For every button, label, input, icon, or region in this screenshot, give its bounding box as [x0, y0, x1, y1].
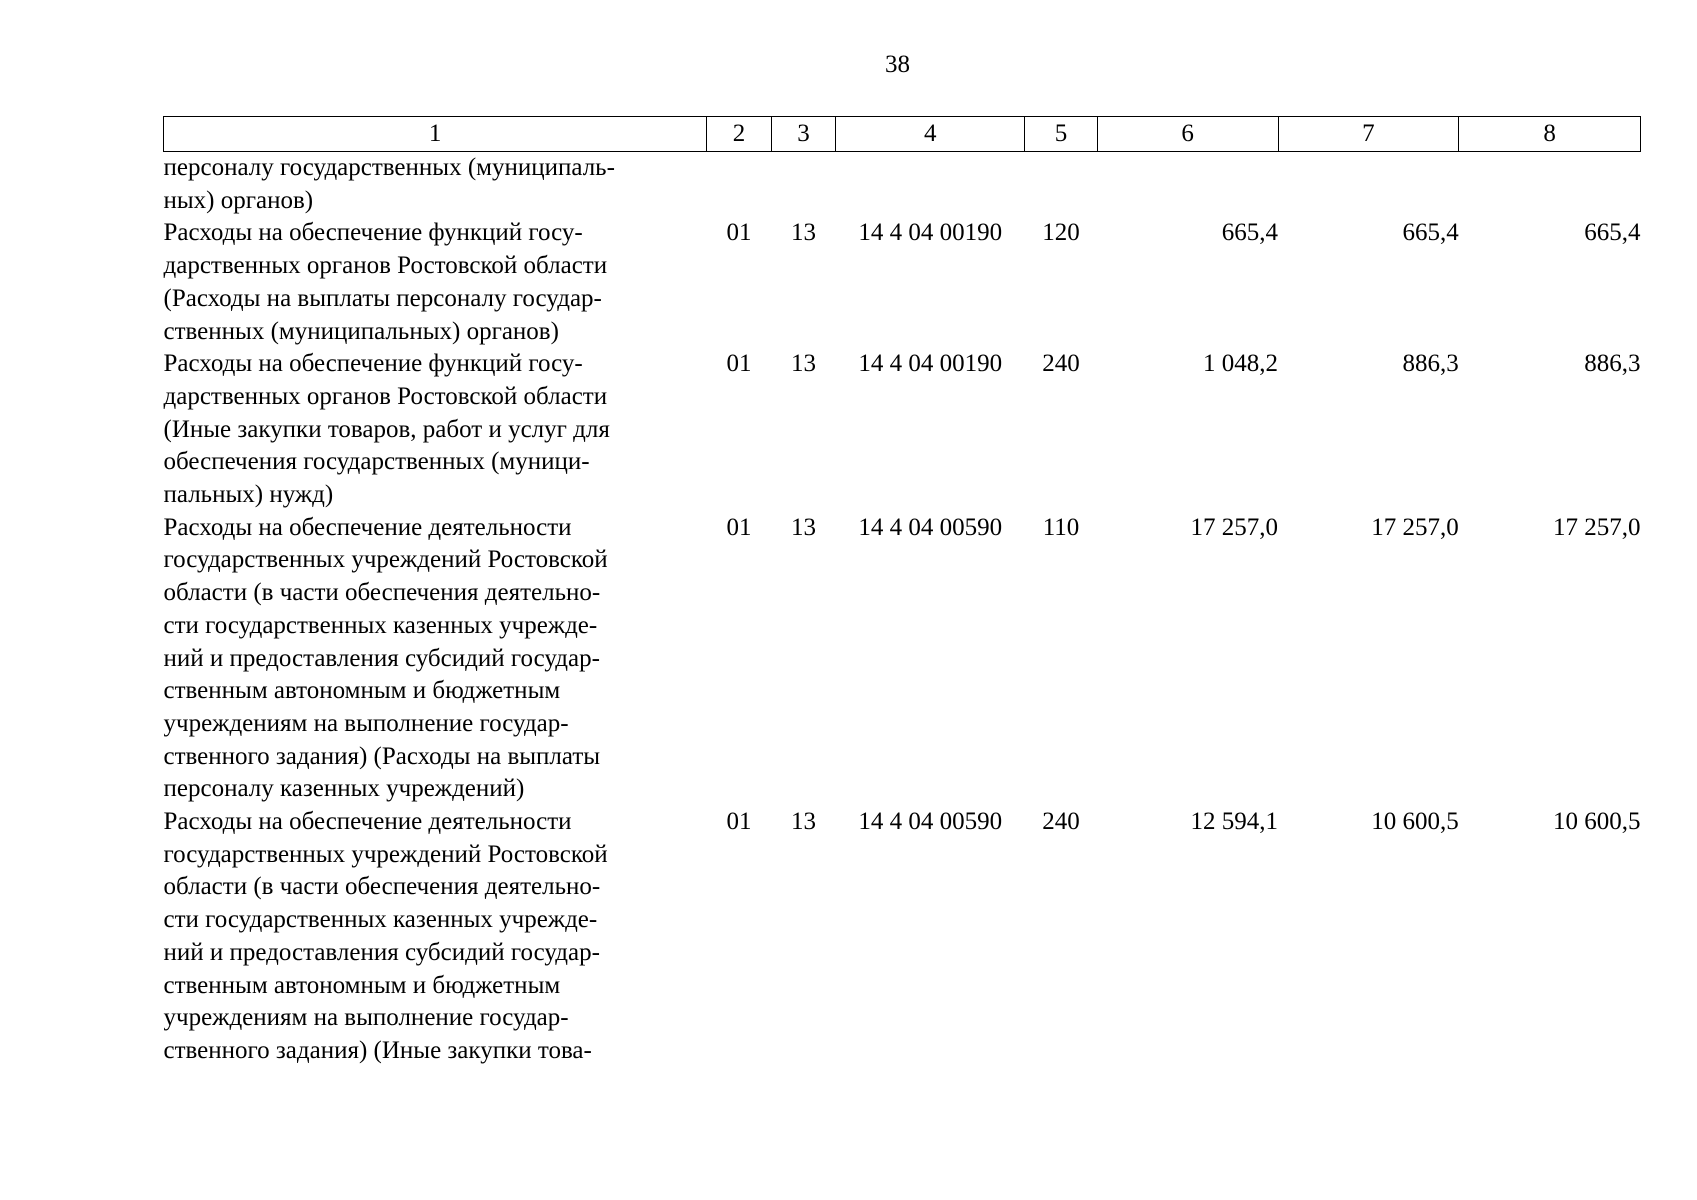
row-section: 01 [726, 513, 752, 541]
row-amount-col7 [1278, 152, 1459, 218]
row-target-article: 14 4 04 00190 [858, 219, 1003, 247]
table-row [164, 217, 1641, 348]
row-target-article [836, 152, 1025, 218]
row-amount-col7: 17 257,0 [1371, 513, 1459, 541]
row-amount-col8 [1459, 152, 1641, 218]
row-subsection: 13 [791, 219, 817, 247]
row-section: 01 [726, 808, 752, 836]
row-amount-col6: 17 257,0 [1190, 513, 1279, 541]
row-section [707, 152, 772, 218]
header-col-8: 8 [1459, 117, 1641, 152]
row-amount-col6 [1097, 152, 1278, 218]
row-section: 01 [726, 350, 752, 378]
header-col-4: 4 [836, 117, 1025, 152]
row-description: Расходы на обеспечение деятельности государственных учреждений Ростовской области (в части обеспечения деятельно- сти государственных казенных учрежде- ний и предоставления субсидий государ- ственным автономным и бюджетным учреждениям на выполнение государ- ственного задания) (Расходы на выплаты персоналу казенных учреждений) [163, 513, 608, 803]
row-amount-col8: 665,4 [1584, 219, 1641, 247]
row-expense-type: 110 [1042, 513, 1080, 541]
budget-table [163, 116, 1641, 1068]
row-description: персоналу государственных (муниципаль- ных) органов) [163, 154, 615, 214]
table-row [164, 348, 1641, 512]
table-row [164, 512, 1641, 806]
row-amount-col6: 1 048,2 [1203, 350, 1279, 378]
row-amount-col6: 665,4 [1221, 219, 1279, 247]
header-col-6: 6 [1097, 117, 1278, 152]
row-description: Расходы на обеспечение деятельности государственных учреждений Ростовской области (в части обеспечения деятельно- сти государственных казенных учрежде- ний и предоставления субсидий государ- ственным автономным и бюджетным учреждениям на выполнение государ- ственного задания) (Иные закупки това- [163, 808, 608, 1064]
row-subsection: 13 [791, 513, 817, 541]
row-expense-type [1025, 152, 1098, 218]
header-row [164, 117, 1641, 152]
row-subsection [771, 152, 836, 218]
row-target-article: 14 4 04 00590 [858, 513, 1003, 541]
row-description: Расходы на обеспечение функций госу- дарственных органов Ростовской области (Расходы на выплаты персоналу государ- ственных (муниципальных) органов) [163, 219, 608, 345]
row-target-article: 14 4 04 00190 [858, 350, 1003, 378]
row-expense-type: 240 [1042, 350, 1080, 378]
header-col-1: 1 [164, 117, 707, 152]
table-row [164, 806, 1641, 1068]
header-col-3: 3 [771, 117, 836, 152]
row-amount-col8: 10 600,5 [1553, 808, 1641, 836]
row-section: 01 [726, 219, 752, 247]
row-amount-col7: 10 600,5 [1371, 808, 1459, 836]
row-amount-col7: 886,3 [1402, 350, 1459, 378]
header-col-7: 7 [1278, 117, 1459, 152]
row-subsection: 13 [791, 350, 817, 378]
header-col-5: 5 [1025, 117, 1098, 152]
header-col-2: 2 [707, 117, 772, 152]
table-row [164, 152, 1641, 218]
page-number: 38 [885, 51, 910, 78]
row-subsection: 13 [791, 808, 817, 836]
row-target-article: 14 4 04 00590 [858, 808, 1003, 836]
row-expense-type: 120 [1042, 219, 1080, 247]
row-amount-col8: 17 257,0 [1553, 513, 1641, 541]
row-amount-col7: 665,4 [1402, 219, 1459, 247]
row-expense-type: 240 [1042, 808, 1080, 836]
row-description: Расходы на обеспечение функций госу- дарственных органов Ростовской области (Иные закупки товаров, работ и услуг для обеспечения государственных (муници- пальных) нужд) [163, 350, 610, 509]
row-amount-col6: 12 594,1 [1190, 808, 1279, 836]
row-amount-col8: 886,3 [1584, 350, 1641, 378]
